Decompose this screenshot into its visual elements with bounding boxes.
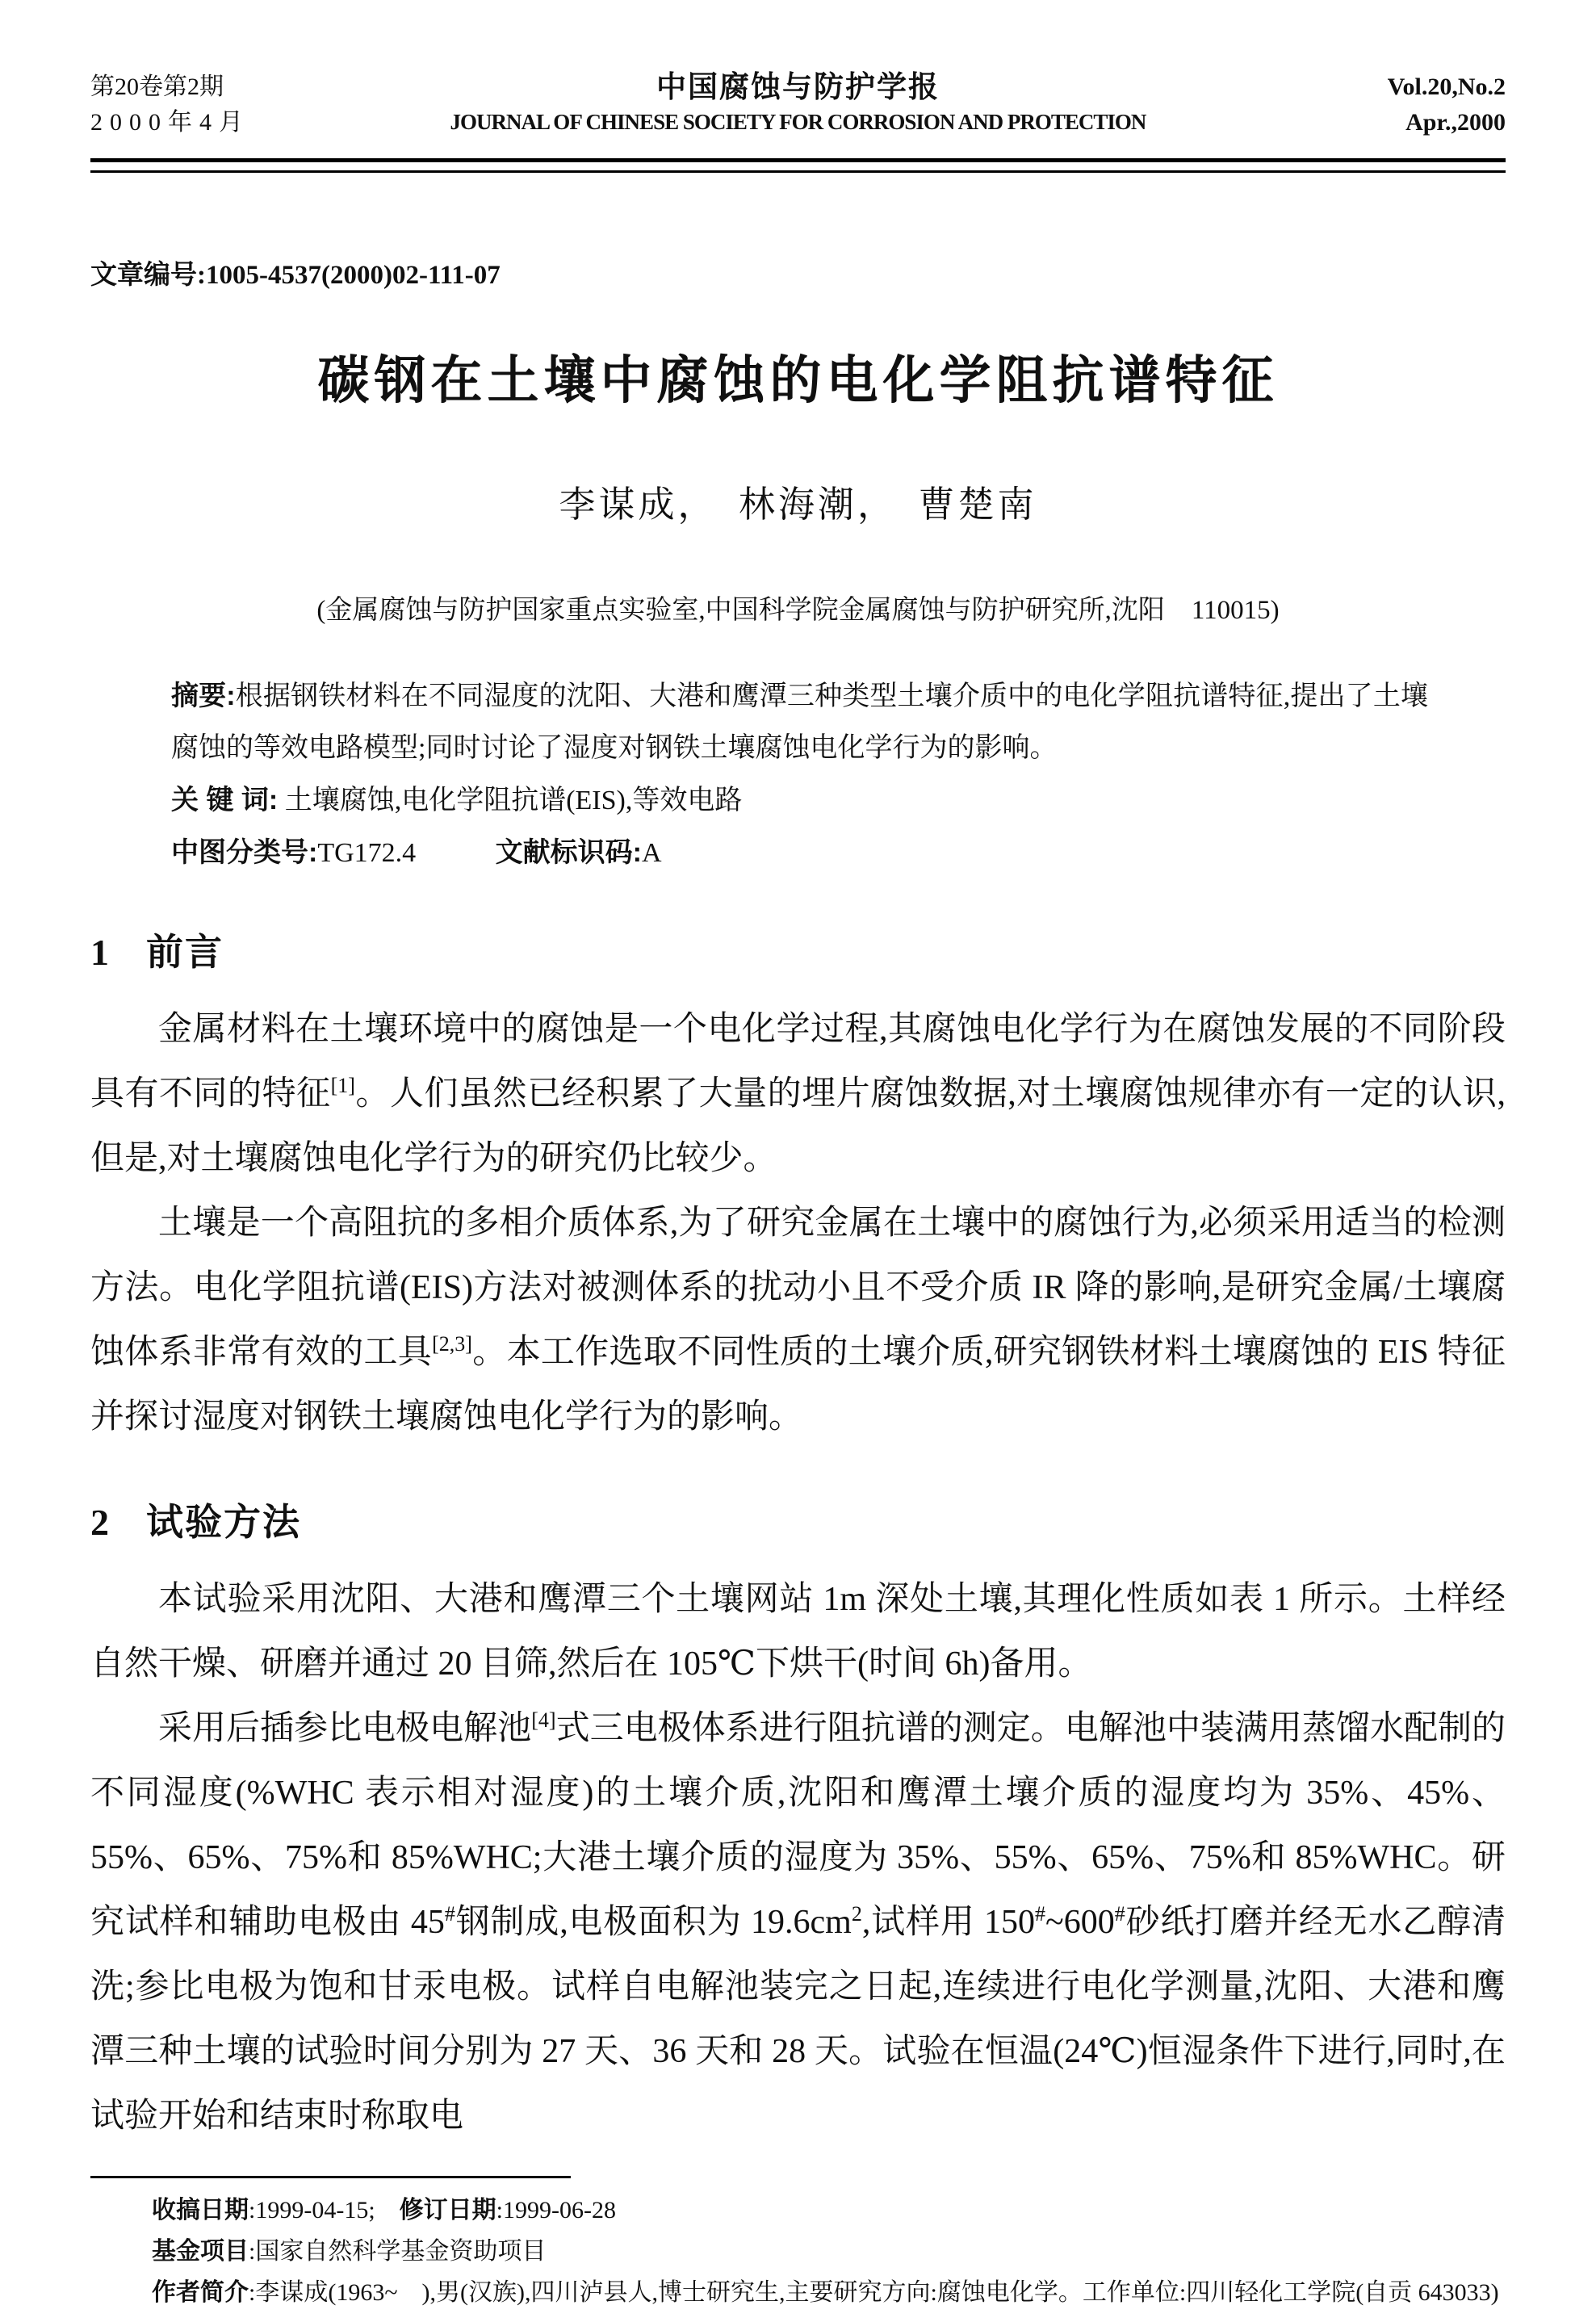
header-divider: [90, 158, 1506, 173]
publish-date-en: Apr.,2000: [1405, 109, 1506, 136]
section-2-title: 试验方法: [146, 1500, 301, 1543]
abstract-text: 根据钢铁材料在不同湿度的沈阳、大港和鹰潭三种类型土壤介质中的电化学阻抗谱特征,提出了土壤腐蚀的等效电路模型;同时讨论了湿度对钢铁土壤腐蚀电化学行为的影响。: [171, 681, 1428, 763]
footnote-received-dates: 收搞日期:1999-04-15; 修订日期:1999-06-28: [152, 2196, 616, 2224]
keywords-text: 土壤腐蚀,电化学阻抗谱(EIS),等效电路: [284, 785, 743, 815]
article-title: 碳钢在土壤中腐蚀的电化学阻抗谱特征: [317, 351, 1279, 409]
doc-code-label: 文献标识码:: [495, 836, 642, 868]
volume-issue-en: Vol.20,No.2: [1387, 73, 1506, 100]
abstract: [171, 670, 1428, 774]
publish-date-cn: 2000年4月: [90, 109, 250, 136]
journal-title-en: JOURNAL OF CHINESE SOCIETY FOR CORROSION AND PROTECTION: [450, 110, 1146, 134]
journal-title-cn: 中国腐蚀与防护学报: [656, 70, 940, 103]
footnotes: [90, 2190, 1506, 2313]
section-1-heading: [90, 923, 1506, 976]
keywords-line: [171, 774, 1428, 827]
affiliation: (金属腐蚀与防护国家重点实验室,中国科学院金属腐蚀与防护研究所,沈阳 110015): [316, 595, 1280, 625]
article-number-value: :1005-4537(2000)02-111-07: [197, 261, 501, 290]
keywords-label: 关 键 词:: [171, 784, 279, 815]
volume-issue-cn: 第20卷第2期: [90, 73, 224, 100]
author-list: 李谋成， 林海潮， 曹楚南: [559, 484, 1037, 525]
header-left: [90, 69, 381, 140]
article-number: [90, 254, 1506, 291]
section-1-number: 1: [90, 931, 111, 973]
footnote-author-bio: 作者简介:李谋成(1963~ ),男(汉族),四川泸县人,博士研究生,主要研究方向:腐蚀电化学。工作单位:四川轻化工学院(自贡 643033): [152, 2278, 1499, 2306]
article-number-label: 文章编号: [90, 259, 197, 289]
footnote-fund-project: 基金项目:国家自然科学基金资助项目: [152, 2237, 547, 2265]
clc-value: TG172.4: [317, 837, 417, 868]
footnote-divider: [90, 2176, 571, 2178]
paragraph: 本试验采用沈阳、大港和鹰潭三个土壤网站 1m 深处土壤,其理化性质如表 1 所示。土样经自然干燥、研磨并通过 20 目筛,然后在 105℃下烘干(时间 6h)备用。: [90, 1580, 1506, 1683]
journal-header: [90, 69, 1506, 140]
paragraph: 采用后插参比电极电解池[4]式三电极体系进行阻抗谱的测定。电解池中装满用蒸馏水配制的不同湿度(%WHC 表示相对湿度)的土壤介质,沈阳和鹰潭土壤介质的湿度均为 35%、45%、55%、65%、75%和 85%WHC;大港土壤介质的湿度为 35%、55%、65%、75%和 85%WHC。研究试样和辅助电极由 45#钢制成,电极面积为 $19.6cm^2$,试样用 150#~600#砂纸打磨并经无水乙醇清洗;参比电极为饱和甘汞电极。试样自电解池装完之日起,连续进行电化学测量,沈阳、大港和鹰潭三种土壤的试验时间分别为 27 天、36 天和 28 天。试验在恒温(24℃)恒湿条件下进行,同时,在试验开始和结束时称取电: [90, 1708, 1506, 2135]
section-1-title: 前言: [146, 930, 224, 973]
paragraph: 土壤是一个高阻抗的多相介质体系,为了研究金属在土壤中的腐蚀行为,必须采用适当的检测方法。电化学阻抗谱(EIS)方法对被测体系的扰动小且不受介质 IR 降的影响,是研究金属/土壤腐蚀体系非常有效的工具[2,3]。本工作选取不同性质的土壤介质,研究钢铁材料土壤腐蚀的 EIS 特征并探讨湿度对钢铁土壤腐蚀电化学行为的影响。: [90, 1204, 1506, 1436]
section-2-heading: [90, 1493, 1506, 1546]
doc-code-value: A: [641, 837, 662, 868]
header-center: [381, 69, 1215, 139]
paragraph: 金属材料在土壤环境中的腐蚀是一个电化学过程,其腐蚀电化学行为在腐蚀发展的不同阶段具有不同的特征[1]。人们虽然已经积累了大量的埋片腐蚀数据,对土壤腐蚀规律亦有一定的认识,但是,对土壤腐蚀电化学行为的研究仍比较少。: [90, 1010, 1506, 1177]
section-2-number: 2: [90, 1501, 111, 1543]
abstract-label: 摘要:: [171, 680, 236, 711]
header-right: [1215, 69, 1506, 140]
classification-line: [171, 827, 1428, 879]
clc-label: 中图分类号:: [171, 836, 318, 868]
